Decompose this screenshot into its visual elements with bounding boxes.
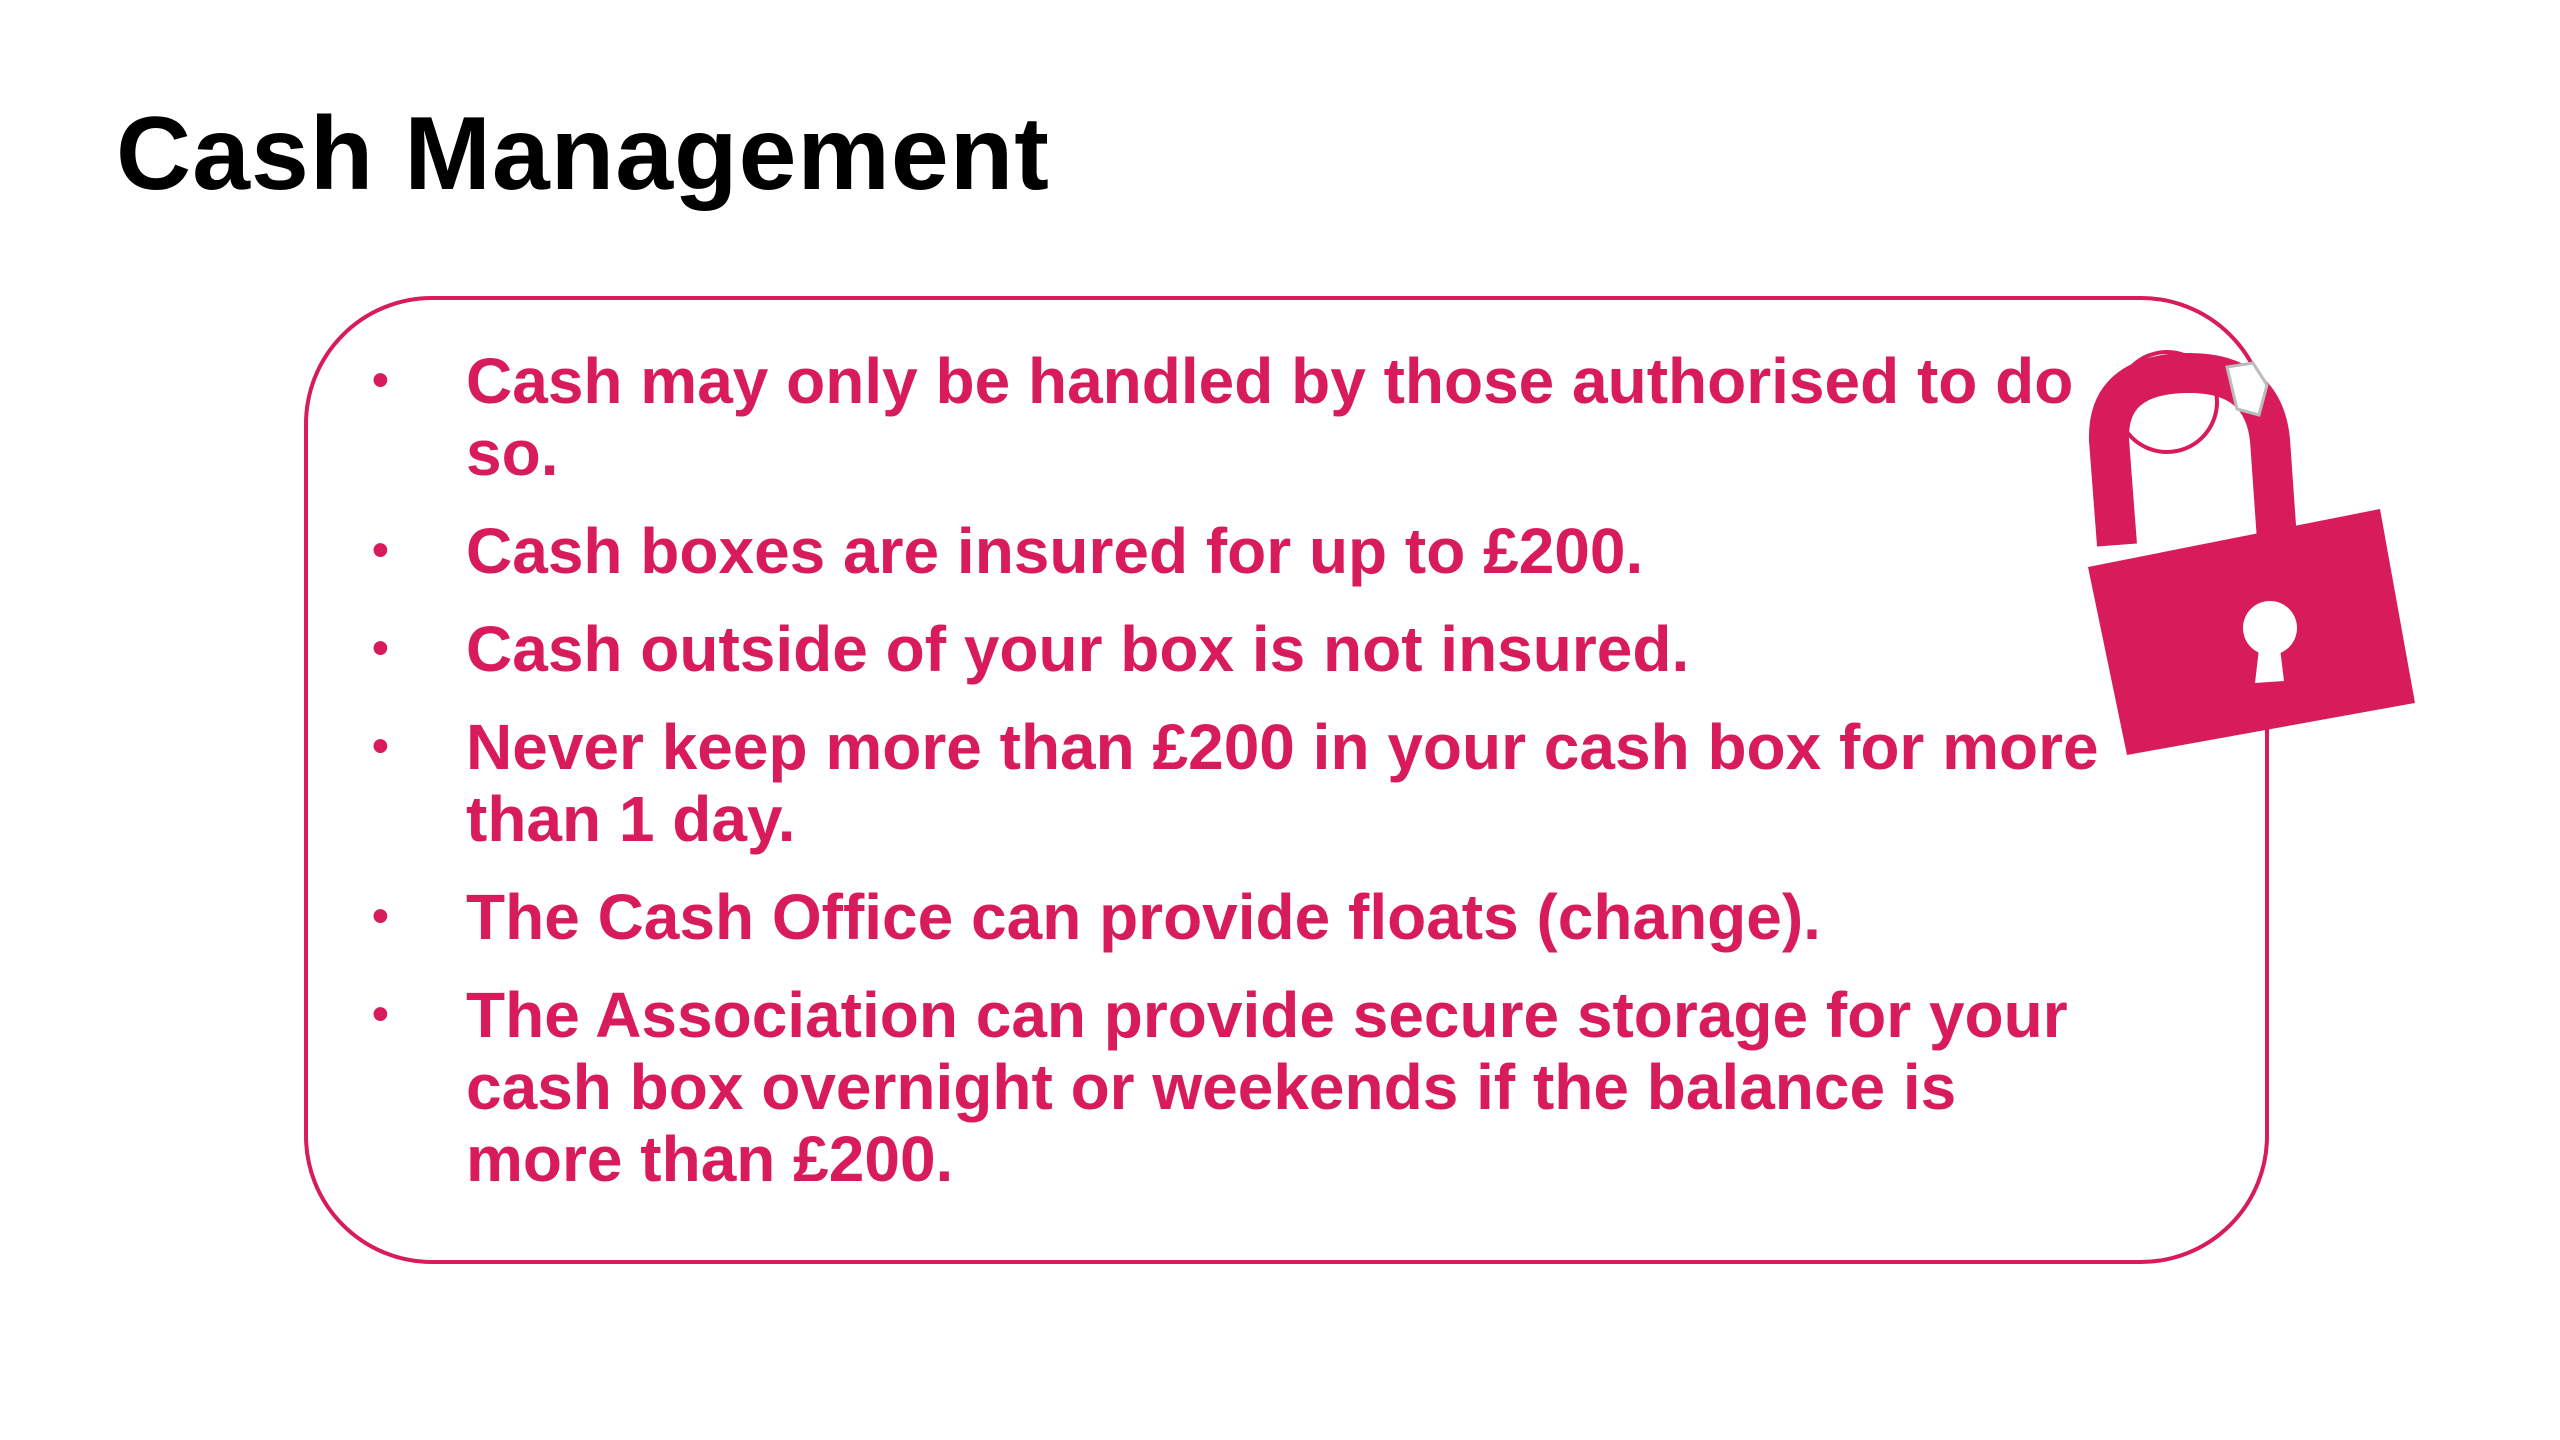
bullet-text: The Cash Office can provide floats (change). bbox=[466, 881, 1821, 953]
bullet-item bbox=[370, 515, 2110, 587]
bullet-dot: • bbox=[372, 890, 389, 943]
bullet-list bbox=[370, 345, 2110, 1221]
bullet-item bbox=[370, 613, 2110, 685]
bullet-item bbox=[370, 711, 2110, 855]
bullet-text: Cash may only be handled by those authorised to do so. bbox=[466, 345, 2074, 489]
bullet-text: The Association can provide secure storage for your cash box overnight or weekends if the balance is more than £200. bbox=[466, 979, 2068, 1195]
padlock-icon bbox=[2085, 345, 2435, 765]
bullet-dot: • bbox=[372, 622, 389, 675]
bullet-dot: • bbox=[372, 720, 389, 773]
bullet-text: Cash boxes are insured for up to £200. bbox=[466, 515, 1644, 587]
bullet-item bbox=[370, 345, 2110, 489]
bullet-dot: • bbox=[372, 988, 389, 1041]
bullet-dot: • bbox=[372, 354, 389, 407]
slide-title: Cash Management bbox=[116, 96, 1050, 212]
bullet-item bbox=[370, 979, 2110, 1195]
bullet-text: Cash outside of your box is not insured. bbox=[466, 613, 1690, 685]
bullet-item bbox=[370, 881, 2110, 953]
bullet-dot: • bbox=[372, 524, 389, 577]
bullet-text: Never keep more than £200 in your cash box for more than 1 day. bbox=[466, 711, 2099, 855]
